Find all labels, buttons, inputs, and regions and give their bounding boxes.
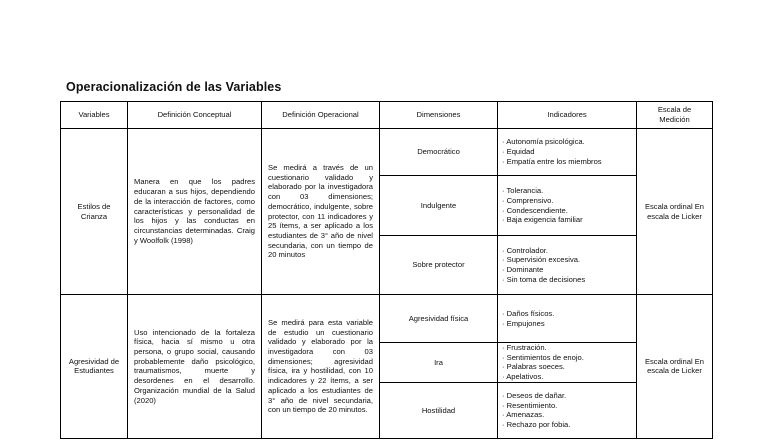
indicator-item: · Palabras soeces. (502, 362, 565, 372)
indicator-item: · Daños físicos. (502, 308, 555, 318)
header-indicators: Indicadores (498, 102, 637, 129)
dimension-cell: Agresividad física (380, 295, 498, 343)
scale-cell: Escala ordinal En escala de Licker (637, 295, 713, 439)
indicator-item: · Condescendiente. (502, 205, 568, 215)
conceptual-definition: Manera en que los padres educaran a sus hijos, dependiendo de la interacción de factores, como características y personalidad de los hijos y las conductas en circunstancias determinadas. Craig y Woolfolk (1998) (128, 129, 262, 295)
indicator-item: · Autonomía psicológica. (502, 137, 585, 147)
indicators-cell (498, 176, 637, 236)
indicator-item: · Frustración. (502, 343, 547, 352)
dimension-cell: Hostilidad (380, 382, 498, 438)
operational-definition: Se medirá a través de un cuestionario validado y elaborado por la investigadora con 03 dimensiones; democrático, indulgente, sobre protector, con 11 indicadores y 25 ítems, a ser aplicado a los estudiantes de 3° año de nivel secundaria, con un tiempo de 20 minutos (262, 129, 380, 295)
indicator-item: · Empujones (502, 318, 545, 328)
indicator-item: · Controlador. (502, 245, 549, 255)
table-row (61, 129, 713, 176)
indicator-item: · Sentimientos de enojo. (502, 352, 584, 362)
indicators-cell (498, 295, 637, 343)
indicator-item: · Sin toma de decisiones (502, 274, 586, 284)
page-title: Operacionalización de las Variables (66, 80, 282, 94)
dimension-cell: Indulgente (380, 176, 498, 236)
dimension-cell: Sobre protector (380, 236, 498, 295)
indicators-cell (498, 129, 637, 176)
table-row (61, 295, 713, 343)
header-operational: Definición Operacional (262, 102, 380, 129)
indicator-item: · Rechazo por fobia. (502, 420, 571, 430)
dimension-cell: Ira (380, 343, 498, 383)
indicators-cell (498, 382, 637, 438)
operationalization-table (60, 101, 713, 439)
variable-cell: Agresividad de Estudiantes (61, 295, 128, 439)
scale-cell: Escala ordinal En escala de Licker (637, 129, 713, 295)
header-scale: Escala de Medición (637, 102, 713, 129)
indicators-cell (498, 343, 637, 383)
indicator-item: · Resentimiento. (502, 400, 558, 410)
indicators-cell (498, 236, 637, 295)
indicator-item: · Empatía entre los miembros (502, 156, 602, 166)
header-row (61, 102, 713, 129)
header-variables: Variables (61, 102, 128, 129)
variable-cell: Estilos de Crianza (61, 129, 128, 295)
operational-definition: Se medirá para esta variable de estudio un cuestionario validado y elaborado por la investigadora con 03 dimensiones; agresividad física, ira y hostilidad, con 10 indicadores y 22 ítems, a ser aplicado a los estudiantes de 3° año de nivel secundaria, con un tiempo de 20 minutos. (262, 295, 380, 439)
indicator-item: · Equidad (502, 147, 535, 157)
indicator-item: · Baja exigencia familiar (502, 215, 583, 225)
indicator-item: · Apelativos. (502, 372, 544, 382)
indicator-item: · Comprensivo. (502, 195, 554, 205)
indicator-item: · Amenazas. (502, 410, 545, 420)
header-conceptual: Definición Conceptual (128, 102, 262, 129)
indicator-item: · Deseos de dañar. (502, 390, 567, 400)
dimension-cell: Democrático (380, 129, 498, 176)
conceptual-definition: Uso intencionado de la fortaleza física, hacia sí mismo u otra persona, o grupo social, causando probablemente daño psicológico, traumatismos, muerte y desordenes en el desarrollo. Organización mundial de la Salud (2020) (128, 295, 262, 439)
indicator-item: · Tolerancia. (502, 186, 544, 196)
indicator-item: · Dominante (502, 265, 544, 274)
indicator-item: · Supervisión excesiva. (502, 255, 581, 265)
header-dimensions: Dimensiones (380, 102, 498, 129)
